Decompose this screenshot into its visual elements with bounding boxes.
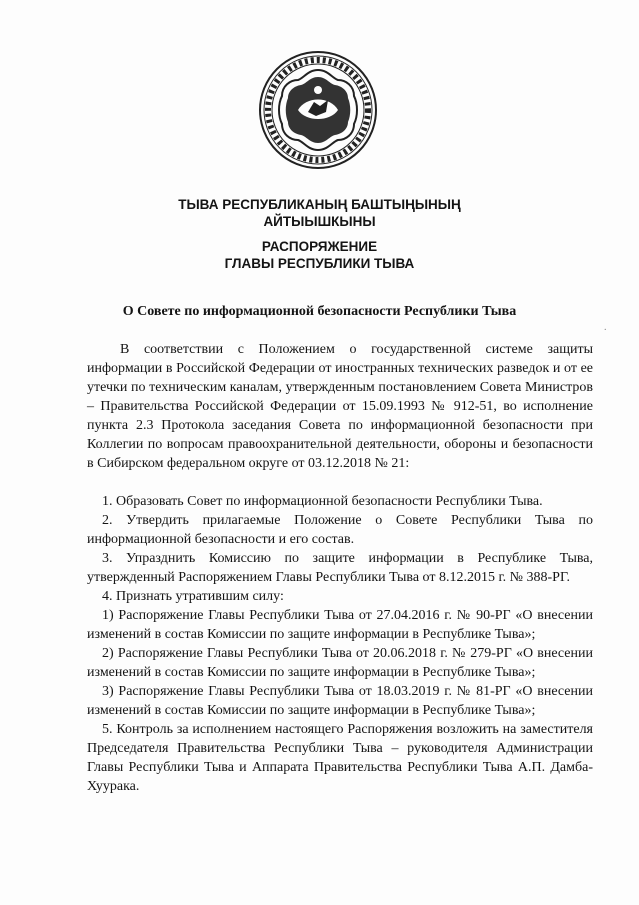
header-russian xyxy=(100,238,539,272)
header-line-3: РАСПОРЯЖЕНИЕ xyxy=(261,239,378,254)
list-item: 4. Признать утратившим силу: xyxy=(102,589,284,604)
list-item: 1. Образовать Совет по информационной безопасности Республики Тыва. xyxy=(102,494,543,509)
document-body xyxy=(87,340,593,796)
list-item: 2) Распоряжение Главы Республики Тыва от 20.06.2018 г. № 279-РГ «О внесении изменений в состав Комиссии по защите информации в Республике Тыва»; xyxy=(87,646,593,680)
intro-paragraph: В соответствии с Положением о государственной системе защиты информации в Российской Федерации от иностранных технических разведок и от ее утечки по техническим каналам, утвержденным постановлением Совета Министров – Правительства Российской Федерации от 15.09.1993 № 912-51, во исполнение пункта 2.3 Протокола заседания Совета по информационной безопасности при Коллегии по вопросам правоохранительной деятельности, обороны и безопасности в Сибирском федеральном округе от 03.12.2018 № 21: xyxy=(87,342,593,471)
header-line-4: ГЛАВЫ РЕСПУБЛИКИ ТЫВА xyxy=(224,256,415,271)
header-line-1: ТЫВА РЕСПУБЛИКАНЫҢ БАШТЫҢЫНЫҢ xyxy=(178,197,461,212)
document-title: О Совете по информационной безопасности Республики Тыва xyxy=(122,304,517,319)
header-line-2: АЙТЫЫШКЫНЫ xyxy=(263,214,376,229)
list-item: 3. Упразднить Комиссию по защите информации в Республике Тыва, утвержденный Распоряжением Главы Республики Тыва от 8.12.2015 г. № 388-РГ. xyxy=(87,551,593,585)
list-item: 5. Контроль за исполнением настоящего Распоряжения возложить на заместителя Председателя Правительства Республики Тыва – руководителя Администрации Главы Республики Тыва и Аппарата Правительства Республики Тыва А.П. Дамба-Хуурака. xyxy=(87,722,593,794)
list-item: 1) Распоряжение Главы Республики Тыва от 27.04.2016 г. № 90-РГ «О внесении изменений в состав Комиссии по защите информации в Республике Тыва»; xyxy=(87,608,593,642)
scan-speck: . xyxy=(604,322,607,333)
header-tuvan xyxy=(100,196,539,230)
emblem-seal-icon xyxy=(258,50,378,170)
list-item: 2. Утвердить прилагаемые Положение о Совете Республики Тыва по информационной безопасности и его состав. xyxy=(87,513,593,547)
list-item: 3) Распоряжение Главы Республики Тыва от 18.03.2019 г. № 81-РГ «О внесении изменений в состав Комиссии по защите информации в Республике Тыва»; xyxy=(87,684,593,718)
